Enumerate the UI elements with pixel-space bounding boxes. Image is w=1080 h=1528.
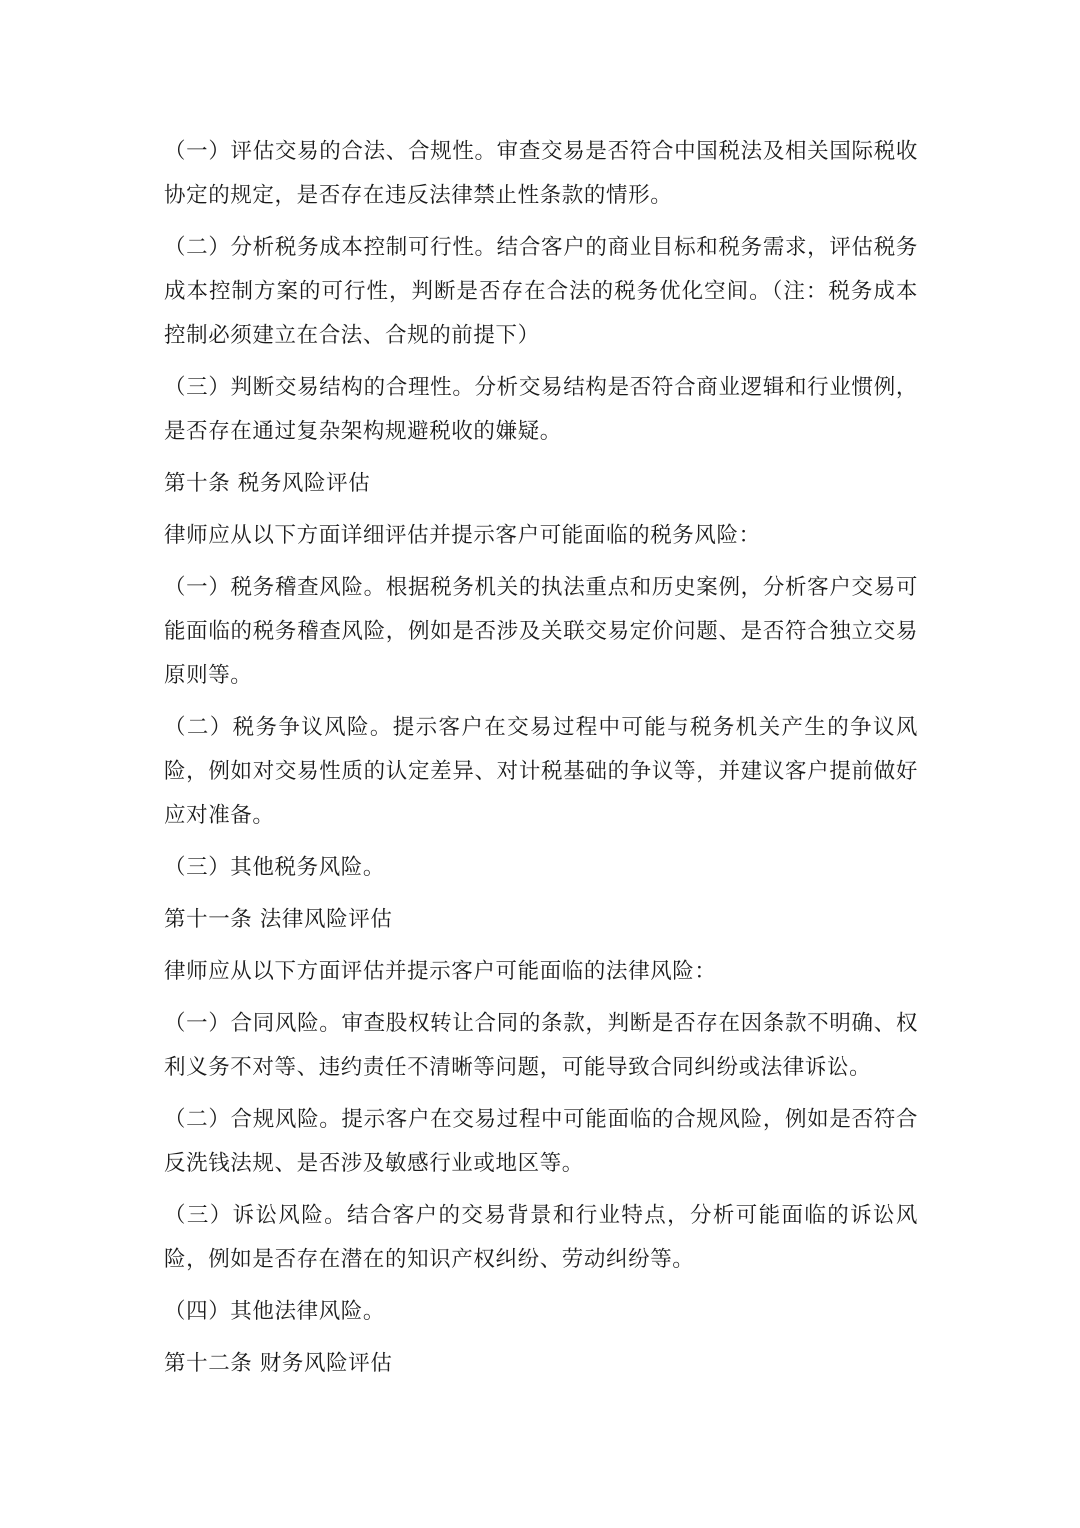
article-11-item-3: （三）诉讼风险。结合客户的交易背景和行业特点，分析可能面临的诉讼风险，例如是否存在潜在的知识产权纠纷、劳动纠纷等。 bbox=[164, 1203, 918, 1272]
article-11-item-2: （二）合规风险。提示客户在交易过程中可能面临的合规风险，例如是否符合反洗钱法规、是否涉及敏感行业或地区等。 bbox=[164, 1107, 918, 1176]
article-10-item-1: （一）税务稽查风险。根据税务机关的执法重点和历史案例，分析客户交易可能面临的税务稽查风险，例如是否涉及关联交易定价问题、是否符合独立交易原则等。 bbox=[164, 575, 918, 688]
article-11-item-4: （四）其他法律风险。 bbox=[164, 1299, 386, 1324]
article-10-item-2: （二）税务争议风险。提示客户在交易过程中可能与税务机关产生的争议风险，例如对交易性质的认定差异、对计税基础的争议等，并建议客户提前做好应对准备。 bbox=[164, 715, 918, 828]
article-10-intro: 律师应从以下方面详细评估并提示客户可能面临的税务风险： bbox=[164, 523, 761, 548]
article-12-heading: 第十二条 财务风险评估 bbox=[164, 1351, 393, 1376]
article-10-item-3: （三）其他税务风险。 bbox=[164, 855, 386, 880]
item-2-tax-cost-feasibility: （二）分析税务成本控制可行性。结合客户的商业目标和税务需求，评估税务成本控制方案的可行性，判断是否存在合法的税务优化空间。（注：税务成本控制必须建立在合法、合规的前提下） bbox=[164, 235, 918, 348]
document-page bbox=[164, 130, 918, 1386]
article-11-heading: 第十一条 法律风险评估 bbox=[164, 907, 393, 932]
article-10-heading: 第十条 税务风险评估 bbox=[164, 471, 371, 496]
item-1-legality: （一）评估交易的合法、合规性。审查交易是否符合中国税法及相关国际税收协定的规定，是否存在违反法律禁止性条款的情形。 bbox=[164, 139, 918, 208]
article-11-intro: 律师应从以下方面评估并提示客户可能面临的法律风险： bbox=[164, 959, 717, 984]
item-3-structure-reasonableness: （三）判断交易结构的合理性。分析交易结构是否符合商业逻辑和行业惯例，是否存在通过复杂架构规避税收的嫌疑。 bbox=[164, 375, 918, 444]
article-11-item-1: （一）合同风险。审查股权转让合同的条款，判断是否存在因条款不明确、权利义务不对等、违约责任不清晰等问题，可能导致合同纠纷或法律诉讼。 bbox=[164, 1011, 918, 1080]
